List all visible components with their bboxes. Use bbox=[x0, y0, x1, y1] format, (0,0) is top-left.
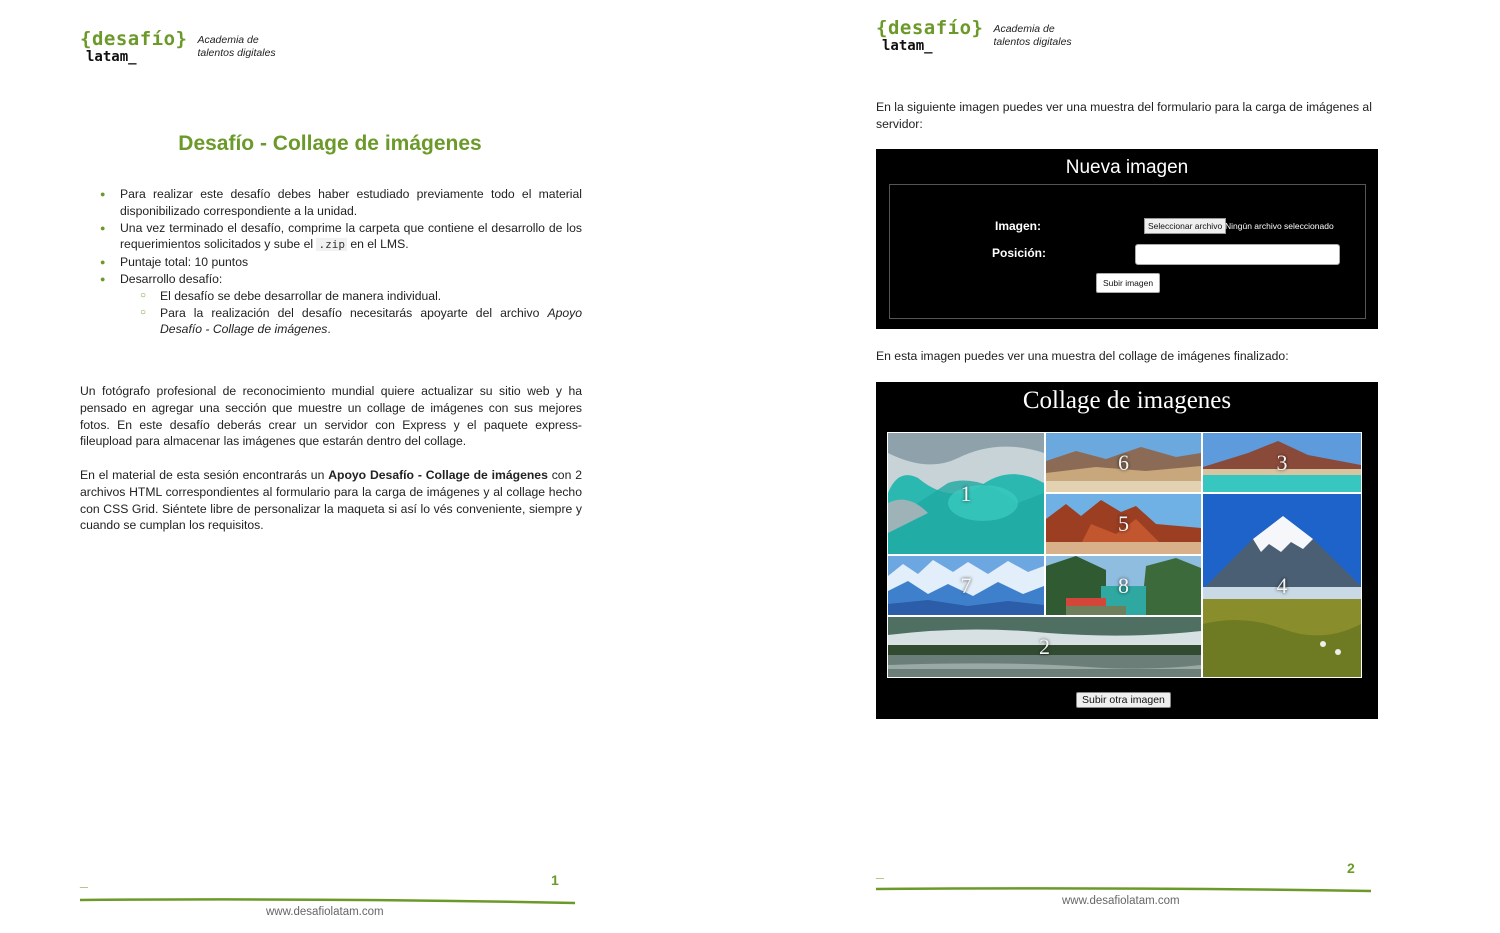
select-file-button[interactable]: Seleccionar archivo bbox=[1144, 218, 1226, 234]
tile-number: 1 bbox=[960, 480, 972, 506]
collage-tile-8 bbox=[1046, 556, 1201, 615]
collage-title: Collage de imagenes bbox=[1022, 387, 1232, 414]
list-item bbox=[100, 186, 582, 220]
collage-tile-6 bbox=[1046, 433, 1201, 492]
tile-number: 7 bbox=[960, 572, 972, 598]
sub-list-item bbox=[140, 305, 582, 339]
form-title: Nueva imagen bbox=[1065, 157, 1189, 178]
sub-bullet-text: Para la realización del desafío necesitarás apoyarte del archivo bbox=[160, 305, 548, 320]
bullet-text: en el LMS. bbox=[346, 237, 409, 252]
tile-number: 8 bbox=[1118, 572, 1129, 598]
tile-number: 2 bbox=[1039, 634, 1050, 659]
collage-tile-1 bbox=[888, 433, 1044, 554]
footer-rule bbox=[80, 896, 576, 906]
logo-sub: latam_ bbox=[882, 38, 933, 54]
position-input[interactable] bbox=[1135, 244, 1340, 265]
footer-rule bbox=[876, 885, 1372, 895]
form-intro-text: En la siguiente imagen puedes ver una muestra del formulario para la carga de imágenes al servidor: bbox=[876, 100, 1372, 131]
sub-bullet-text: El desafío se debe desarrollar de manera individual. bbox=[160, 288, 442, 303]
list-item bbox=[100, 254, 582, 271]
logo-tagline-line2: talentos digitales bbox=[993, 35, 1072, 48]
collage-tile-2 bbox=[888, 617, 1201, 677]
collage-tile-5 bbox=[1046, 494, 1201, 554]
paragraph-bold: Apoyo Desafío - Collage de imágenes bbox=[328, 468, 548, 482]
collage-tile-7 bbox=[888, 556, 1044, 615]
upload-form-screenshot bbox=[876, 149, 1378, 329]
tile-number: 4 bbox=[1276, 572, 1288, 598]
logo-wordmark: {desafío} bbox=[876, 17, 984, 39]
sub-bullet-text: . bbox=[327, 322, 331, 337]
footer-url: www.desafiolatam.com bbox=[266, 906, 384, 918]
list-item bbox=[100, 220, 582, 255]
footer-dash: _ bbox=[876, 864, 884, 880]
position-label: Posición: bbox=[992, 246, 1047, 260]
sub-list bbox=[140, 288, 582, 338]
collage-tile-4 bbox=[1203, 494, 1361, 677]
tile-number: 6 bbox=[1118, 449, 1129, 475]
desafio-latam-logo bbox=[80, 30, 276, 64]
bullet-text: Una vez terminado el desafío, comprime la carpeta que contiene el desarrollo de los requerimientos solicitados y sube el bbox=[120, 220, 582, 252]
collage-tile-3 bbox=[1203, 433, 1361, 492]
image-label: Imagen: bbox=[995, 219, 1042, 233]
footer-url: www.desafiolatam.com bbox=[1062, 895, 1180, 907]
logo-sub: latam_ bbox=[86, 49, 137, 65]
logo-tagline-line1: Academia de bbox=[993, 23, 1055, 35]
upload-another-image-button[interactable]: Subir otra imagen bbox=[1076, 692, 1171, 708]
desafio-latam-logo bbox=[876, 19, 1072, 53]
page-number: 2 bbox=[1347, 860, 1355, 876]
logo-tagline-line1: Academia de bbox=[197, 34, 259, 46]
list-item bbox=[100, 271, 582, 338]
footer-dash: _ bbox=[80, 873, 88, 889]
paragraph-text: En el material de esta sesión encontrarás un bbox=[80, 468, 329, 482]
page-number: 1 bbox=[551, 872, 559, 888]
collage-screenshot bbox=[876, 382, 1378, 719]
logo-wordmark: {desafío} bbox=[80, 28, 188, 50]
logo-tagline-line2: talentos digitales bbox=[197, 46, 276, 59]
page-title: Desafío - Collage de imágenes bbox=[178, 132, 482, 155]
collage-intro-text: En esta imagen puedes ver una muestra del collage de imágenes finalizado: bbox=[876, 349, 1289, 363]
reference-file-name: Apoyo Desafío - Collage de imágenes bbox=[160, 305, 582, 337]
tile-number: 3 bbox=[1276, 449, 1288, 475]
bullet-text: Para realizar este desafío debes haber estudiado previamente todo el material disponibilizado correspondiente a la unidad. bbox=[120, 187, 582, 218]
paragraph-text: con 2 archivos HTML correspondientes al formulario para la carga de imágenes y al collage hecho con CSS Grid. Siéntete libre de personalizar la maqueta si así lo vés conveniente, siempre y cuando se cumplan los requisitos. bbox=[80, 468, 582, 533]
collage-grid bbox=[887, 432, 1362, 678]
document-page-2 bbox=[750, 0, 1500, 933]
upload-image-button[interactable]: Subir imagen bbox=[1096, 273, 1160, 293]
bullet-text: Desarrollo desafío: bbox=[120, 271, 223, 286]
file-status-text: Ningún archivo seleccionado bbox=[1225, 221, 1334, 231]
form-panel bbox=[889, 184, 1366, 319]
bullet-text: Puntaje total: 10 puntos bbox=[120, 255, 249, 270]
tile-number: 5 bbox=[1118, 511, 1129, 536]
requirements-list bbox=[100, 186, 582, 338]
material-paragraph bbox=[80, 467, 582, 534]
sub-list-item bbox=[140, 288, 582, 305]
zip-code-inline: .zip bbox=[318, 238, 345, 252]
intro-paragraph: Un fotógrafo profesional de reconocimiento mundial quiere actualizar su sitio web y ha pensado en agregar una sección que muestre un collage de imágenes con sus mejores fotos. En este desafío deberás crear un servidor con Express y el paquete express-fileupload para almacenar las imágenes que estarán dentro del collage. bbox=[80, 384, 582, 449]
